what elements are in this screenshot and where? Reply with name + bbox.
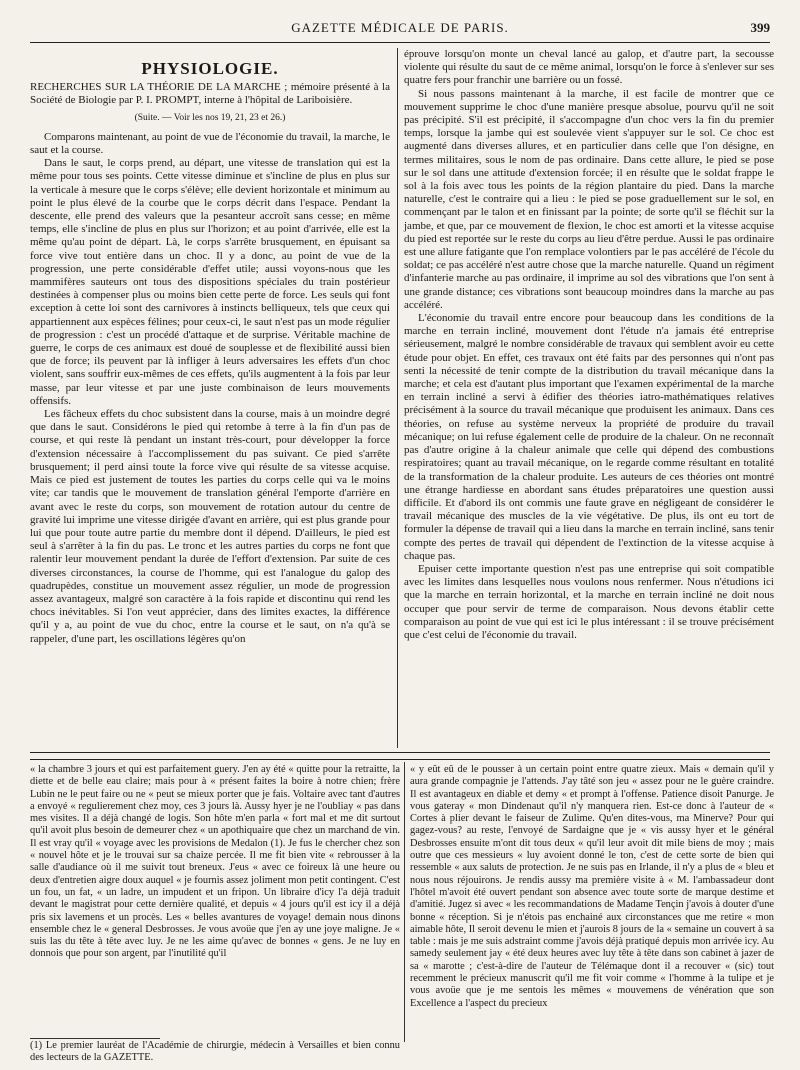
paragraph: éprouve lorsqu'on monte un cheval lancé au galop, et d'autre part, la secousse violente qui résulte du saut de ce même animal, lorsqu'on le force à s'enlever sur ses quatre fers pour franchir une barrière ou un fossé. (404, 48, 774, 87)
feuilleton-divider (30, 752, 770, 760)
feuilleton-text: « la chambre 3 jours et qui est parfaitement guery. J'en ay été « quitte pour la retraitte, la diette et de belle eau claire; mais pour à « présent faites la boire à notre chien; frère Lubin ne le peut faire ou ne « peut se mieux porter que je fais. Voltaire avec tant d'autres a envoyé « regulierement chez moy, ces 3 jours là. Aussy hyer je ne l'oubliay « pas dans mes visites. Il a déjà changé de logis. Son hôte m'en parla « fort mal et me dit surtout qu'il avoit plus besoin de demeurer chez « un apothiquaire que chez un marchand de vin. Il est vray qu'il « voyage avec les provisions de Medalon (1). Je fus le chercher chez son « nouvel hôte et je le trouvai sur sa chaize percée. Il me fit bien vite « rebrousser à la salle d'audiance où il me suivit tout breneux. J'eus « avec ce foireux là une heure ou deux d'entretien aigre doux auquel « je fournis assez joliment mon petit contingent. C'est un fou, un fat, « un ladre, un impudent et un fripon. Un libraire d'icy l'a déjà traduit devant le magistrat pour cette dernière qualité, et depuis « 4 jours qu'il est icy il a déjà pris six lavemens et un procès. Les « belles avantures de voyage! demain nous dinons ensemble chez le « general Desbrosses. Je vous avoüe que j'en ay une joye maligne. Je « suis las du tête à tête avec luy. Je ne les aime qu'avec de bonnes « gens. Je ne luy en donnois que pour son argent, par l'inutilité qu'il (30, 764, 400, 960)
article-right-column (404, 48, 774, 642)
footnote-rule (30, 1038, 160, 1039)
article-subhead: RECHERCHES SUR LA THÉORIE DE LA MARCHE ; mémoire présenté à la Société de Biologie par P. I. PROMPT, interne à l'hôpital de Lariboisière. (30, 81, 390, 107)
footnote: (1) Le premier lauréat de l'Académie de chirurgie, médecin à Versailles et bien connu des lecteurs de la GAZETTE. (30, 1040, 400, 1063)
feuilleton-left-column (30, 764, 400, 961)
column-rule (397, 48, 398, 748)
paragraph: Epuiser cette importante question n'est pas une entreprise qui soit compatible avec les limites dans lesquelles nous voulons nous renfermer. Nous n'étudions ici que la marche en terrain horizontal, et la marche en terrain incliné ne doit nous occuper que pour servir de terme de comparaison. Nous devons établir cette comparaison au point de vue qui est ici le plus intéressant : il se trouve précisément que c'est celui de l'économie du travail. (404, 562, 774, 641)
page-number: 399 (750, 20, 770, 35)
feuilleton-right-column (410, 764, 774, 1010)
paragraph: Comparons maintenant, au point de vue de l'économie du travail, la marche, le saut et la course. (30, 130, 390, 157)
continuation-note: (Suite. — Voir les nos 19, 21, 23 et 26.) (134, 112, 286, 123)
journal-title: GAZETTE MÉDICALE DE PARIS. (291, 20, 509, 35)
paragraph: Si nous passons maintenant à la marche, il est facile de montrer que ce mouvement supprime le choc d'une manière presque absolue, pourvu qu'il ne soit pas précipité. S'il est précipité, il s'accompagne d'un choc vers la fin du premier temps, lorsque la jambe qui est soulevée vient s'appuyer sur le sol. Ce choc est augmenté dans diverses allures, et en particulier dans celle que l'on désigne, en termes militaires, sous le nom de pas ordinaire. Dans cette allure, le pied se pose sur le sol dans une attitude d'extension forcée; il en résulte que le soldat frappe le sol à la fois avec tous les points de la région plantaire du pied. Dans la marche naturelle, c'est le contraire qui a lieu : le pied se pose graduellement sur le sol, en commençant par le talon et en finissant par la pointe; de sorte qu'il se fléchit sur la jambe, et que, par ce mouvement de flexion, le choc est amorti et la vitesse acquise du pied est reportée sur le reste du corps au lieu d'être perdue. Aussi le pas ordinaire est une allure fatigante que l'on remplace volontiers par le pas accéléré de l'école du soldat; ce pas accéléré n'est autre chose que la marche naturelle. Quand un régiment d'infanterie marche au pas ordinaire, il imprime au sol des vibrations que l'on sent à une grande distance; ces vibrations sont beaucoup moindres dans la marche au pas accéléré. (404, 87, 774, 311)
article-left-column (30, 48, 390, 646)
paragraph: Les fâcheux effets du choc subsistent dans la course, mais à un moindre degré que dans le saut. Considérons le pied qui retombe à terre à la fin d'un pas de course, et qui reste là pendant un instant très-court, pour développer la force d'extension nécessaire à l'accomplissement du pas suivant. Ce pied s'arrête brusquement; il perd ainsi toute la force vive qui résulte de sa vitesse acquise. Mais ce pied est justement de toutes les parties du corps celle qui va le moins vite; car tandis que le mouvement de translation général l'emporte d'arrière en avant avec le reste du corps, son mouvement de rotation autour du centre de gravité lui imprime une vitesse dirigée d'avant en arrière, qui est plus grande pour lui que pour toute autre partie du membre dont il dépend. D'ailleurs, le pied est seul à s'arrêter à la fin du pas. Le tronc et les autres parties du corps ne font que ralentir leur mouvement pendant la durée de l'effort d'extension. Par suite de ces diverses circonstances, la course de l'homme, qui est l'analogue du galop des quadrupèdes, constitue un mouvement assez régulier, un mode de progression assez avantageux, malgré son caractère à la fois rapide et discontinu qui rend les chocs inévitables. Si l'on veut apprécier, dans des limites exactes, la différence qu'il y a, au point de vue du choc, entre la course et le saut, on n'a qu'à se rappeler, d'une part, les oscillations légères qu'on (30, 408, 390, 645)
section-title: PHYSIOLOGIE. (141, 59, 279, 78)
paragraph: Dans le saut, le corps prend, au départ, une vitesse de translation qui est la même pour tous ses points. Cette vitesse diminue et s'incline de plus en plus sur la verticale à mesure que le corps s'élève; elle devient horizontale et minimum au point le plus élevé de la courbe que le corps décrit dans l'espace. Pendant la descente, elle prend des valeurs que la pesanteur accroît sans cesse; en même temps, elle s'incline de plus en plus sur l'horizon; et au point d'arrivée, elle est la même qu'au point de départ. Là, le corps s'arrête brusquement, en épuisant sa force vive tout entière dans un choc. Il y a donc, au point de vue de la progression, une perte considérable d'effet utile; aussi voyons-nous que les mammifères sauteurs ont tous des dispositions spéciales du train postérieur destinées à compenser plus ou moins bien cette perte de force. Les seuls qui font exception à cette loi sont des carnivores à instincts belliqueux, tels que ceux qui appartiennent aux espèces félines; pour ceux-ci, le saut n'est pas un mode régulier de progression : c'est un procédé d'attaque et de surprise. Véritable machine de guerre, le corps de ces animaux est doué de souplesse et de flexibilité aussi bien que de force; ils peuvent par là infliger à leurs adversaires les effets d'un choc violent, sans souffrir eux-mêmes de ces effets, qu'ils augmentent à la fois par leur masse, par leur vitesse et par une juste combinaison de leurs mouvements offensifs. (30, 157, 390, 407)
page-header (30, 20, 770, 43)
feuilleton-text: « y eût eû de le pousser à un certain point entre quatre zieux. Mais « demain qu'il y aura grande compagnie je l'attends. J'ay tâté son jeu « assez pour ne le guère craindre. Il est avantageux en diable et demy « et prompt à l'offense. Patience disoit Panurge. Je vous gateray « mon Dindenaut qu'il n'y manquera rien. Est-ce donc à l'auteur de « Cortes à plier devant le faiseur de Zulime. Qu'en dites-vous, ma Minerve? Pour qui gagez-vous? au reste, l'envoyé de Sardaigne que je « vis aussy hyer et le général Desbrosses ensuite m'ont dit tous deux « qu'il leur avoit dit mile biens de moy ; mais outre que ces messieurs « luy avoient donné le ton, c'est de cette sorte de bien qui ressemble « aux saluts de protection. Je ne suis pas en Irlande, il n'y a plus de « bleu et nous nous réjouirons. Je rendis aussy ma première visite à « M. l'ambassadeur dont l'hôtel m'avoit été ouvert pendant son absence avec toute sorte de marque destime et d'amitié. Jugez si avec « les recommandations de Madame Tençin j'avois à douter d'une bonne « réception. Si je n'étois pas enchainé aux circonstances que me retire « mon aimable hôte, Il seroit devenu le mien et j'aurois 8 jours de la « semaine un couvert à sa table : mais je me suis adstraint comme j'avois déjà pratiqué depuis mon arrivée icy. Au samedy seulement jay « été deux heures avec luy tête à tête dans son cabinet à jazer de sa « marotte ; c'est-à-dire de l'auteur de Télémaque dont il a recouver « (sic) tout recemment le précieux manuscrit qu'il me fit voir comme « l'homme à la tulipe et je vous avoüe que je me sentois les mêmes « mouvemens de vénération que son Excellence a l'aspect du precieux (410, 764, 774, 1009)
paragraph: L'économie du travail entre encore pour beaucoup dans les conditions de la marche en terrain incliné, mouvement dont l'étude n'a jamais été entreprise sérieusement, malgré le nombre considérable de travaux qui semblent avoir eu cette étude pour objet. En effet, ces travaux ont été faits par des personnes qui n'ont pas senti la nécessité de tenir compte de la distribution du travail mécanique dans la marche; et cela est d'autant plus important que l'examen expérimental de la marche en terrain incliné a servi à édifier des théories iatro-mathématiques relatives précisément à la source du travail mécanique que produisent les animaux. Dans ces théories, on refuse au système nerveux la propriété de produire du travail mécanique; on lui refuse également celle de produire de la chaleur. On ne reconnaît pas d'autre origine à la chaleur animale que celle qui dépend des combustions respiratoires; quant au travail mécanique, on le regarde comme résultant en totalité de la transformation de la chaleur produite. Les auteurs de ces théories ont montré une étrange hardiesse en abordant sans études préparatoires une question aussi difficile. Et d'abord ils ont commis une faute grave en négligeant de considérer le travail mécanique des muscles de la vie végétative. De plus, ils ont eu tort de formuler la dépense de travail qui a lieu dans la marche en terrain incliné, sans tenir compte des pertes de travail qui dépendent de l'extinction de la vitesse acquise à chaque pas. (404, 312, 774, 562)
column-rule (404, 762, 405, 1042)
